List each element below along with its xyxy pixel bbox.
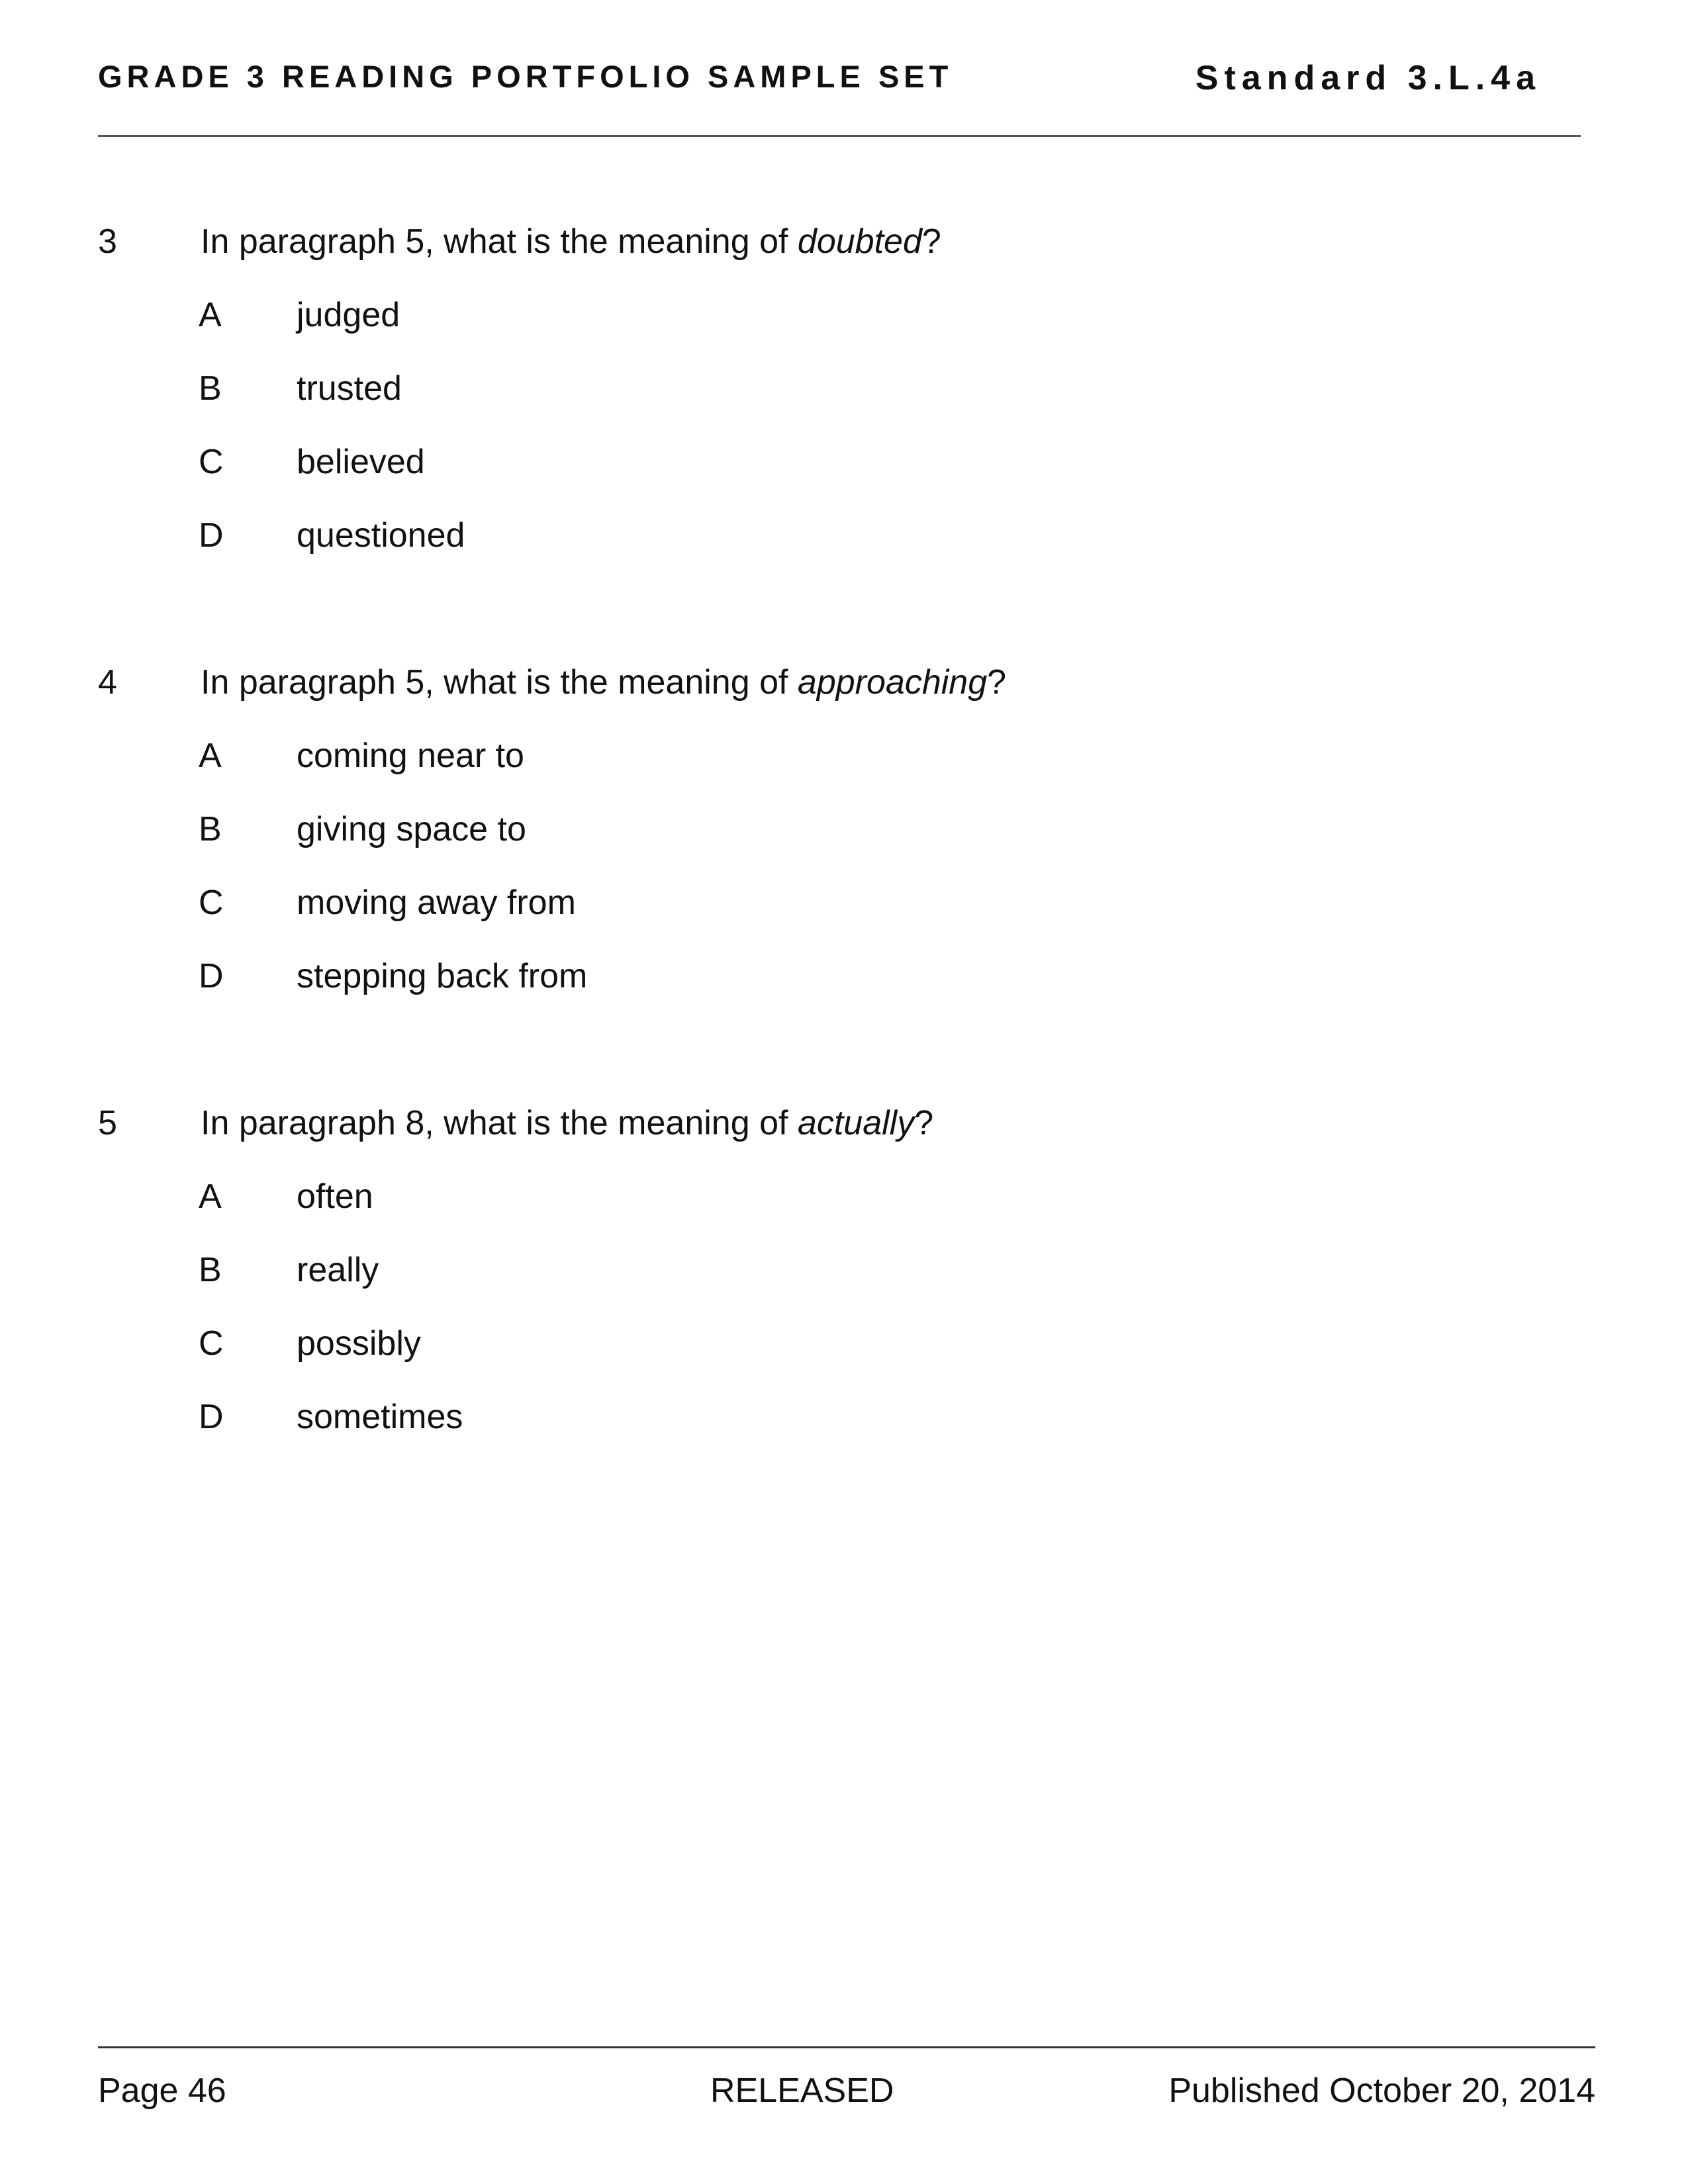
question-text xyxy=(201,659,1006,705)
option-text: stepping back from xyxy=(297,957,588,995)
option-text: possibly xyxy=(297,1324,421,1363)
question-number: 4 xyxy=(98,663,117,702)
question-prefix: In paragraph 5, what is the meaning of xyxy=(201,222,798,261)
document-title xyxy=(98,58,953,95)
question-4 xyxy=(98,659,1554,999)
option-letter: A xyxy=(199,1177,222,1216)
answer-option-c[interactable] xyxy=(98,1320,1554,1367)
answer-option-d[interactable] xyxy=(98,1394,1554,1440)
option-text: moving away from xyxy=(297,884,576,922)
option-text: sometimes xyxy=(297,1398,463,1436)
option-letter: C xyxy=(199,1324,224,1363)
publish-date: Published October 20, 2014 xyxy=(1168,2071,1595,2110)
question-suffix: ? xyxy=(987,663,1007,702)
option-text: really xyxy=(297,1251,379,1289)
answer-option-b[interactable] xyxy=(98,1247,1554,1293)
title-word: GRADE xyxy=(98,59,234,94)
answer-option-a[interactable] xyxy=(98,292,1554,338)
question-suffix: ? xyxy=(921,222,941,261)
title-word: PORTFOLIO xyxy=(471,59,694,94)
option-letter: A xyxy=(199,296,222,334)
option-letter: B xyxy=(199,1251,222,1289)
question-stem xyxy=(98,218,1554,265)
question-term: approaching xyxy=(797,663,988,702)
option-text: coming near to xyxy=(297,737,524,775)
title-word: SAMPLE xyxy=(708,59,865,94)
footer-divider xyxy=(98,2046,1595,2048)
question-3 xyxy=(98,218,1554,559)
answer-option-c[interactable] xyxy=(98,439,1554,485)
option-text: questioned xyxy=(297,516,465,555)
question-suffix: ? xyxy=(914,1104,934,1142)
question-number: 3 xyxy=(98,222,117,261)
title-word: READING xyxy=(282,59,458,94)
option-letter: A xyxy=(199,737,222,775)
option-text: believed xyxy=(297,443,425,481)
option-letter: C xyxy=(199,884,224,922)
release-status: RELEASED xyxy=(710,2071,894,2110)
header-divider xyxy=(98,135,1581,137)
answer-option-b[interactable] xyxy=(98,365,1554,412)
option-letter: B xyxy=(199,810,222,848)
option-text: giving space to xyxy=(297,810,526,848)
page-footer xyxy=(98,2068,1595,2114)
option-letter: C xyxy=(199,443,224,481)
page-number: Page 46 xyxy=(98,2071,226,2110)
option-letter: D xyxy=(199,516,224,555)
question-term: doubted xyxy=(797,222,922,261)
answer-option-d[interactable] xyxy=(98,953,1554,999)
question-term: actually xyxy=(797,1104,915,1142)
option-text: trusted xyxy=(297,369,402,408)
answer-option-c[interactable] xyxy=(98,880,1554,926)
question-prefix: In paragraph 8, what is the meaning of xyxy=(201,1104,798,1142)
option-text: often xyxy=(297,1177,373,1216)
question-prefix: In paragraph 5, what is the meaning of xyxy=(201,663,798,702)
option-letter: D xyxy=(199,957,224,995)
option-text: judged xyxy=(297,296,400,334)
question-text xyxy=(201,1100,933,1146)
title-word: 3 xyxy=(246,59,269,94)
question-text xyxy=(201,218,941,265)
question-5 xyxy=(98,1100,1554,1440)
page-header xyxy=(98,58,1541,98)
standard-label: Standard 3.L.4a xyxy=(1195,59,1541,97)
answer-option-d[interactable] xyxy=(98,512,1554,559)
option-letter: B xyxy=(199,369,222,408)
question-stem xyxy=(98,1100,1554,1146)
question-number: 5 xyxy=(98,1104,117,1142)
answer-option-b[interactable] xyxy=(98,806,1554,852)
title-word: SET xyxy=(878,59,953,94)
option-letter: D xyxy=(199,1398,224,1436)
answer-option-a[interactable] xyxy=(98,733,1554,779)
question-stem xyxy=(98,659,1554,705)
answer-option-a[interactable] xyxy=(98,1173,1554,1220)
